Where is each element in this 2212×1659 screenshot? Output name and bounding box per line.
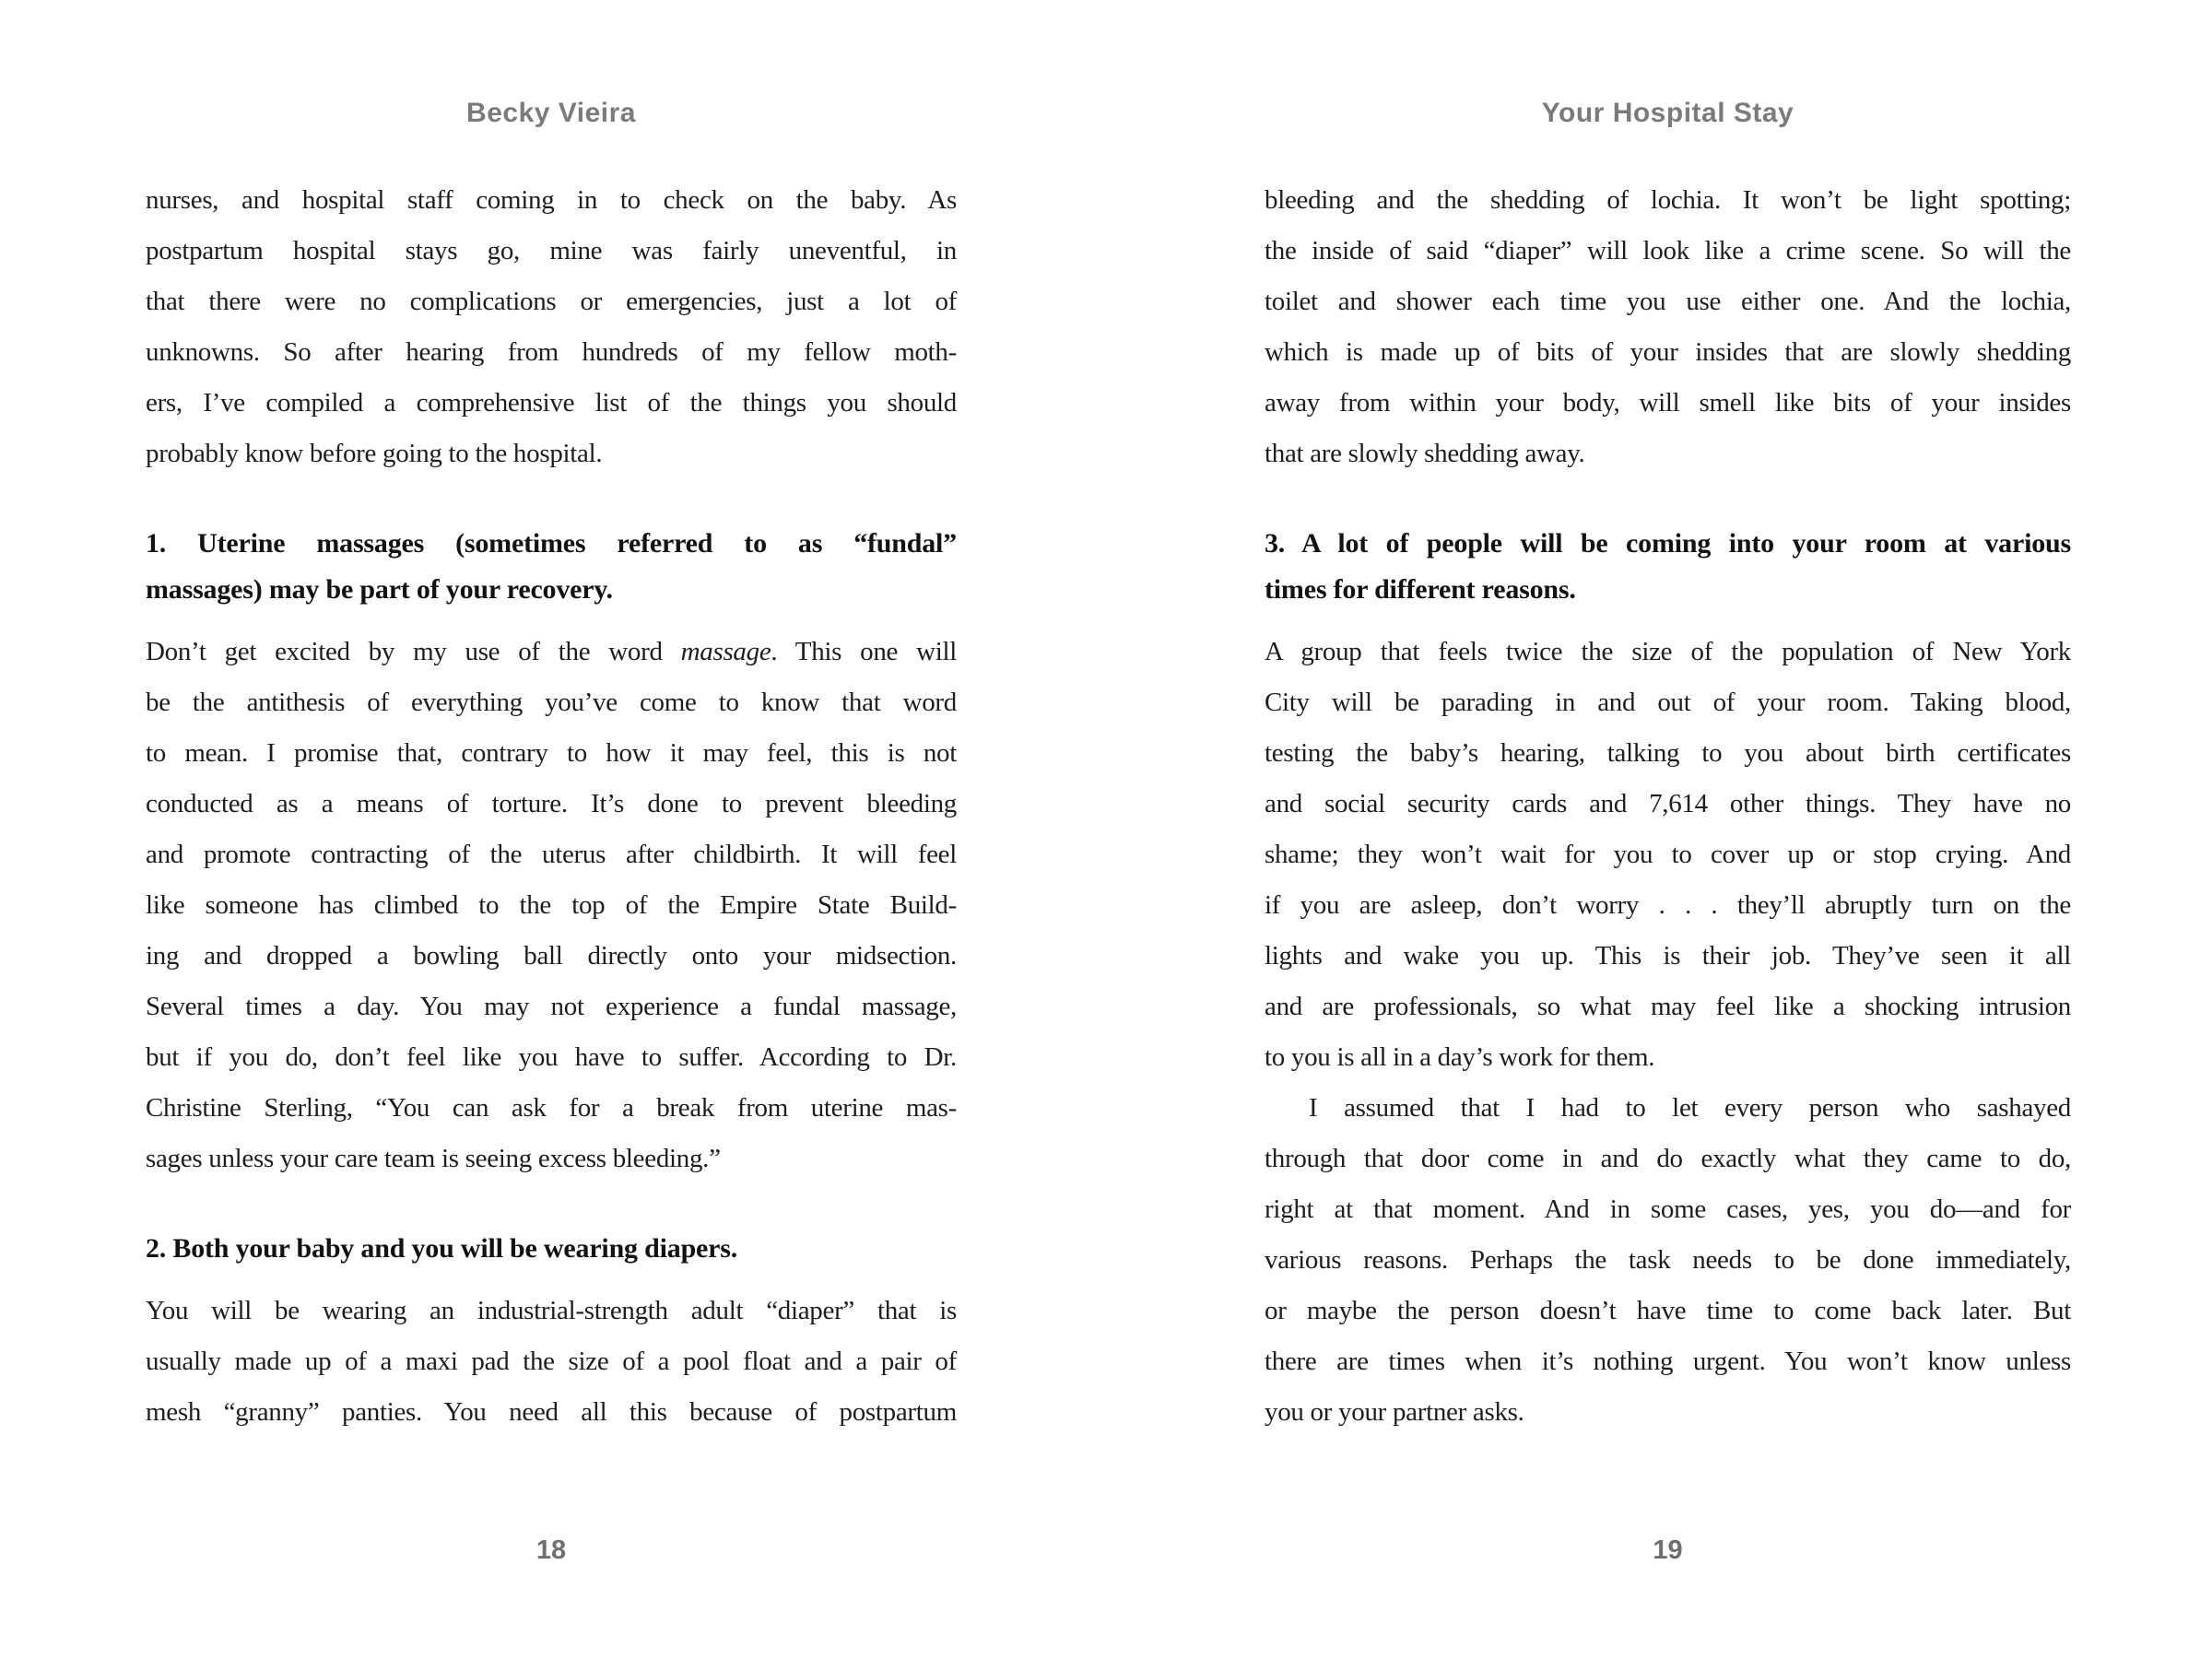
text-line: ing and dropped a bowling ball directly onto your midsection. — [146, 941, 957, 971]
body-paragraph — [146, 175, 957, 479]
text-line: 2. Both your baby and you will be wearing diapers. — [146, 1233, 738, 1264]
text-line: I assumed that I had to let every person who sashayed — [1309, 1093, 2071, 1123]
left-page — [146, 0, 957, 1659]
text-line: like someone has climbed to the top of the Empire State Build- — [146, 890, 957, 920]
text-line: conducted as a means of torture. It’s done to prevent bleeding — [146, 789, 957, 818]
right-page — [1265, 0, 2071, 1659]
text-line: lights and wake you up. This is their job. They’ve seen it all — [1265, 941, 2071, 971]
text-line: ers, I’ve compiled a comprehensive list of the things you should — [146, 388, 957, 418]
text-line: nurses, and hospital staff coming in to check on the baby. As — [146, 185, 957, 215]
text-line: postpartum hospital stays go, mine was fairly uneventful, in — [146, 236, 957, 265]
text-line: and are professionals, so what may feel like a shocking intrusion — [1265, 992, 2071, 1021]
text-line: to you is all in a day’s work for them. — [1265, 1042, 1655, 1072]
text-line: sages unless your care team is seeing excess bleeding.” — [146, 1144, 721, 1173]
text-line: various reasons. Perhaps the task needs to be done immediately, — [1265, 1245, 2071, 1275]
page-number: 19 — [1653, 1535, 1683, 1565]
section-heading — [1265, 521, 2071, 613]
page-body — [1265, 175, 2071, 1438]
text-line: and social security cards and 7,614 other things. They have no — [1265, 789, 2071, 818]
text-line: you or your partner asks. — [1265, 1397, 1524, 1427]
running-head-chapter: Your Hospital Stay — [1541, 98, 1794, 128]
body-paragraph — [146, 1286, 957, 1438]
text-line: but if you do, don’t feel like you have to suffer. According to Dr. — [146, 1042, 957, 1072]
text-line: bleeding and the shedding of lochia. It won’t be light spotting; — [1265, 185, 2071, 215]
text-line: usually made up of a maxi pad the size of a pool float and a pair of — [146, 1347, 957, 1376]
text-line: A group that feels twice the size of the population of New York — [1265, 637, 2071, 666]
text-line: which is made up of bits of your insides that are slowly shedding — [1265, 337, 2071, 367]
text-line: the inside of said “diaper” will look like a crime scene. So will the — [1265, 236, 2071, 265]
text-line: there are times when it’s nothing urgent. You won’t know unless — [1265, 1347, 2071, 1376]
page-body — [146, 175, 957, 1438]
page-number: 18 — [535, 1535, 567, 1565]
text-line: away from within your body, will smell like bits of your insides — [1265, 388, 2071, 418]
text-line: City will be parading in and out of your room. Taking blood, — [1265, 688, 2071, 717]
text-line: if you are asleep, don’t worry . . . they’ll abruptly turn on the — [1265, 890, 2071, 920]
text-line: unknowns. So after hearing from hundreds of my fellow moth- — [146, 337, 957, 367]
text-line: or maybe the person doesn’t have time to come back later. But — [1265, 1296, 2071, 1325]
text-line: probably know before going to the hospital. — [146, 439, 603, 468]
text-line: 1. Uterine massages (sometimes referred to as “fundal” — [146, 528, 957, 559]
text-line: to mean. I promise that, contrary to how it may feel, this is not — [146, 738, 957, 768]
body-paragraph — [1265, 627, 2071, 1083]
text-line: You will be wearing an industrial-strength adult “diaper” that is — [146, 1296, 957, 1325]
text-line: toilet and shower each time you use either one. And the lochia, — [1265, 287, 2071, 316]
text-line: that are slowly shedding away. — [1265, 439, 1585, 468]
text-line: testing the baby’s hearing, talking to you about birth certificates — [1265, 738, 2071, 768]
text-line: Don’t get excited by my use of the word massage. This one will — [146, 637, 957, 666]
text-line: 3. A lot of people will be coming into your room at various — [1265, 528, 2071, 559]
text-line: that there were no complications or emergencies, just a lot of — [146, 287, 957, 316]
text-line: and promote contracting of the uterus after childbirth. It will feel — [146, 840, 957, 869]
body-paragraph — [1265, 175, 2071, 479]
section-heading — [146, 521, 957, 613]
running-head-author: Becky Vieira — [466, 98, 636, 128]
text-line: Several times a day. You may not experience a fundal massage, — [146, 992, 957, 1021]
body-paragraph — [146, 627, 957, 1184]
text-line: be the antithesis of everything you’ve come to know that word — [146, 688, 957, 717]
text-line: right at that moment. And in some cases, yes, you do—and for — [1265, 1194, 2071, 1224]
text-line: shame; they won’t wait for you to cover up or stop crying. And — [1265, 840, 2071, 869]
body-paragraph — [1265, 1083, 2071, 1438]
text-line: times for different reasons. — [1265, 574, 1576, 605]
section-heading — [146, 1226, 957, 1272]
text-line: massages) may be part of your recovery. — [146, 574, 613, 605]
text-line: Christine Sterling, “You can ask for a break from uterine mas- — [146, 1093, 957, 1123]
text-line: through that door come in and do exactly what they came to do, — [1265, 1144, 2071, 1173]
text-line: mesh “granny” panties. You need all this because of postpartum — [146, 1397, 957, 1427]
